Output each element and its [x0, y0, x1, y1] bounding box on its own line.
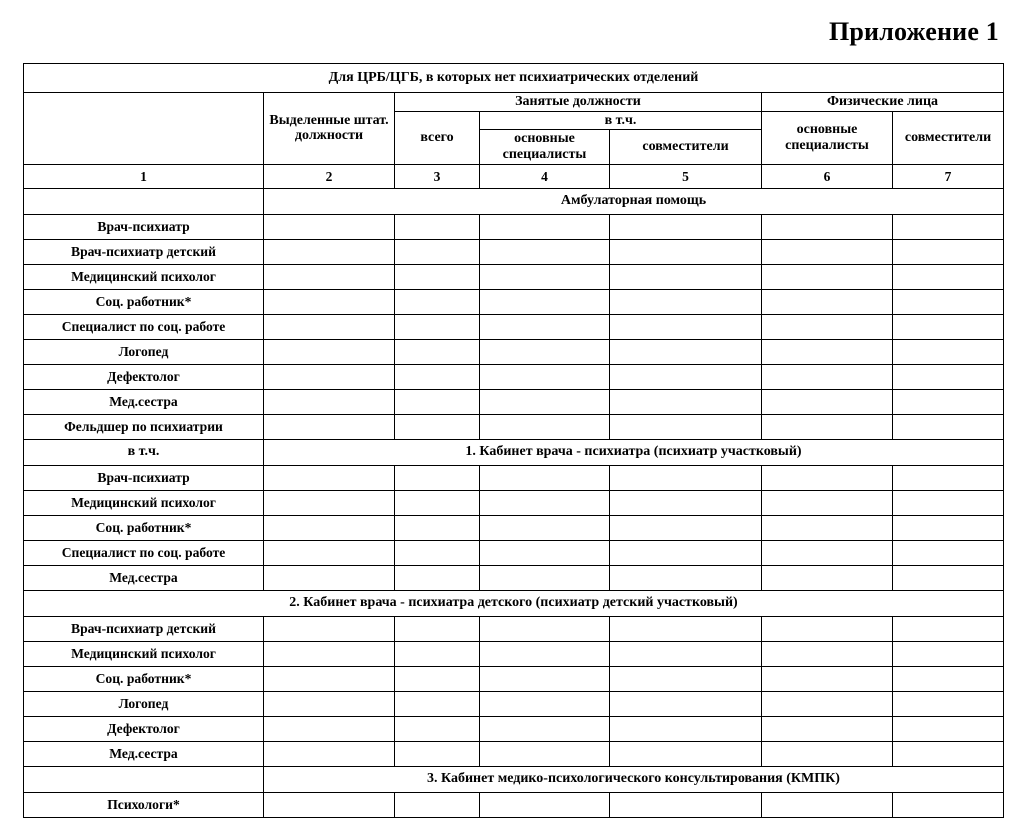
- data-cell-col5[interactable]: [610, 666, 762, 691]
- data-cell-col2[interactable]: [264, 515, 395, 540]
- header-row-1: [24, 93, 1004, 112]
- data-cell-col7[interactable]: [893, 565, 1004, 590]
- header-phys-part-timers: совместители: [893, 111, 1004, 164]
- header-physical-persons: Физические лица: [762, 93, 1004, 112]
- section-col1-label-office-3: [24, 766, 264, 792]
- column-number-7: 7: [893, 164, 1004, 188]
- data-cell-col2[interactable]: [264, 364, 395, 389]
- data-cell-col6[interactable]: [762, 389, 893, 414]
- data-cell-col4[interactable]: [480, 389, 610, 414]
- data-cell-col3[interactable]: [395, 741, 480, 766]
- staffing-table-container: [23, 63, 1003, 818]
- data-cell-col6[interactable]: [762, 716, 893, 741]
- data-cell-col3[interactable]: [395, 490, 480, 515]
- data-cell-col3[interactable]: [395, 239, 480, 264]
- data-cell-col7[interactable]: [893, 691, 1004, 716]
- data-cell-col5[interactable]: [610, 515, 762, 540]
- data-cell-col3[interactable]: [395, 691, 480, 716]
- data-cell-col4[interactable]: [480, 666, 610, 691]
- data-cell-col6[interactable]: [762, 616, 893, 641]
- data-cell-col6[interactable]: [762, 741, 893, 766]
- data-cell-col4[interactable]: [480, 314, 610, 339]
- row-label: Врач-психиатр детский: [24, 616, 264, 641]
- row-label: Соц. работник*: [24, 666, 264, 691]
- row-label: Соц. работник*: [24, 515, 264, 540]
- data-cell-col7[interactable]: [893, 314, 1004, 339]
- data-cell-col5[interactable]: [610, 691, 762, 716]
- row-label: Врач-психиатр: [24, 214, 264, 239]
- data-cell-col7[interactable]: [893, 239, 1004, 264]
- data-cell-col3[interactable]: [395, 465, 480, 490]
- data-cell-col6[interactable]: [762, 465, 893, 490]
- section-header-row-office-3: [24, 766, 1004, 792]
- data-cell-col5[interactable]: [610, 364, 762, 389]
- data-cell-col2[interactable]: [264, 389, 395, 414]
- data-cell-col5[interactable]: [610, 214, 762, 239]
- sections-body: [24, 188, 1004, 817]
- data-cell-col6[interactable]: [762, 239, 893, 264]
- data-cell-col3[interactable]: [395, 515, 480, 540]
- data-cell-col5[interactable]: [610, 540, 762, 565]
- data-cell-col2[interactable]: [264, 490, 395, 515]
- data-cell-col3[interactable]: [395, 414, 480, 439]
- data-cell-col2[interactable]: [264, 741, 395, 766]
- data-cell-col2[interactable]: [264, 716, 395, 741]
- data-cell-col3[interactable]: [395, 314, 480, 339]
- data-cell-col4[interactable]: [480, 641, 610, 666]
- data-cell-col5[interactable]: [610, 616, 762, 641]
- data-cell-col4[interactable]: [480, 565, 610, 590]
- table-row: [24, 515, 1004, 540]
- data-cell-col4[interactable]: [480, 339, 610, 364]
- staffing-table: [23, 63, 1004, 818]
- row-label: Медицинский психолог: [24, 641, 264, 666]
- section-col1-label-office-1: в т.ч.: [24, 439, 264, 465]
- column-number-1: 1: [24, 164, 264, 188]
- header-part-timers: совместители: [610, 130, 762, 164]
- section-header-row-office-2: [24, 590, 1004, 616]
- row-label: Дефектолог: [24, 716, 264, 741]
- data-cell-col6[interactable]: [762, 565, 893, 590]
- row-label: Врач-психиатр: [24, 465, 264, 490]
- table-row: [24, 716, 1004, 741]
- data-cell-col7[interactable]: [893, 414, 1004, 439]
- data-cell-col3[interactable]: [395, 540, 480, 565]
- section-header-row-ambulatory: [24, 188, 1004, 214]
- row-label: Логопед: [24, 691, 264, 716]
- data-cell-col2[interactable]: [264, 465, 395, 490]
- data-cell-col7[interactable]: [893, 515, 1004, 540]
- header-total: всего: [395, 111, 480, 164]
- header-main-specialists: основные специалисты: [480, 130, 610, 164]
- data-cell-col2[interactable]: [264, 540, 395, 565]
- data-cell-col7[interactable]: [893, 540, 1004, 565]
- row-label: Мед.сестра: [24, 741, 264, 766]
- data-cell-col6[interactable]: [762, 339, 893, 364]
- data-cell-col3[interactable]: [395, 666, 480, 691]
- row-label: Логопед: [24, 339, 264, 364]
- data-cell-col4[interactable]: [480, 364, 610, 389]
- data-cell-col4[interactable]: [480, 691, 610, 716]
- data-cell-col3[interactable]: [395, 716, 480, 741]
- data-cell-col3[interactable]: [395, 389, 480, 414]
- data-cell-col3[interactable]: [395, 616, 480, 641]
- data-cell-col6[interactable]: [762, 314, 893, 339]
- row-label: Фельдшер по психиатрии: [24, 414, 264, 439]
- data-cell-col3[interactable]: [395, 339, 480, 364]
- data-cell-col5[interactable]: [610, 289, 762, 314]
- data-cell-col3[interactable]: [395, 364, 480, 389]
- row-label: Мед.сестра: [24, 389, 264, 414]
- header-col1-blank: [24, 93, 264, 165]
- section-header-row-office-1: [24, 439, 1004, 465]
- table-row: [24, 239, 1004, 264]
- data-cell-col6[interactable]: [762, 792, 893, 817]
- data-cell-col5[interactable]: [610, 565, 762, 590]
- data-cell-col5[interactable]: [610, 414, 762, 439]
- table-row: [24, 465, 1004, 490]
- data-cell-col2[interactable]: [264, 616, 395, 641]
- table-caption: Для ЦРБ/ЦГБ, в которых нет психиатрических отделений: [24, 64, 1004, 93]
- table-row: [24, 314, 1004, 339]
- data-cell-col6[interactable]: [762, 414, 893, 439]
- data-cell-col2[interactable]: [264, 214, 395, 239]
- data-cell-col7[interactable]: [893, 339, 1004, 364]
- column-numbering-row: [24, 164, 1004, 188]
- data-cell-col6[interactable]: [762, 691, 893, 716]
- table-row: [24, 339, 1004, 364]
- data-cell-col3[interactable]: [395, 565, 480, 590]
- data-cell-col6[interactable]: [762, 666, 893, 691]
- column-number-5: 5: [610, 164, 762, 188]
- data-cell-col2[interactable]: [264, 691, 395, 716]
- data-cell-col5[interactable]: [610, 339, 762, 364]
- data-cell-col5[interactable]: [610, 792, 762, 817]
- table-caption-row: [24, 64, 1004, 93]
- data-cell-col4[interactable]: [480, 264, 610, 289]
- row-label: Дефектолог: [24, 364, 264, 389]
- table-row: [24, 389, 1004, 414]
- data-cell-col5[interactable]: [610, 716, 762, 741]
- row-label: Психологи*: [24, 792, 264, 817]
- data-cell-col2[interactable]: [264, 289, 395, 314]
- data-cell-col2[interactable]: [264, 414, 395, 439]
- header-occupied-positions: Занятые должности: [395, 93, 762, 112]
- section-title-office-1: 1. Кабинет врача - психиатра (психиатр участковый): [264, 439, 1004, 465]
- data-cell-col4[interactable]: [480, 792, 610, 817]
- data-cell-col7[interactable]: [893, 289, 1004, 314]
- section-title-office-2: 2. Кабинет врача - психиатра детского (психиатр детский участковый): [24, 590, 1004, 616]
- row-label: Медицинский психолог: [24, 264, 264, 289]
- data-cell-col7[interactable]: [893, 490, 1004, 515]
- row-label: Медицинский психолог: [24, 490, 264, 515]
- row-label: Врач-психиатр детский: [24, 239, 264, 264]
- data-cell-col6[interactable]: [762, 289, 893, 314]
- table-row: [24, 414, 1004, 439]
- row-label: Специалист по соц. работе: [24, 540, 264, 565]
- data-cell-col4[interactable]: [480, 716, 610, 741]
- data-cell-col7[interactable]: [893, 716, 1004, 741]
- data-cell-col4[interactable]: [480, 616, 610, 641]
- data-cell-col4[interactable]: [480, 465, 610, 490]
- row-label: Мед.сестра: [24, 565, 264, 590]
- data-cell-col5[interactable]: [610, 641, 762, 666]
- table-row: [24, 490, 1004, 515]
- table-row: [24, 565, 1004, 590]
- table-row: [24, 214, 1004, 239]
- data-cell-col4[interactable]: [480, 515, 610, 540]
- table-row: [24, 540, 1004, 565]
- data-cell-col4[interactable]: [480, 741, 610, 766]
- row-label: Соц. работник*: [24, 289, 264, 314]
- data-cell-col6[interactable]: [762, 515, 893, 540]
- data-cell-col2[interactable]: [264, 666, 395, 691]
- data-cell-col2[interactable]: [264, 314, 395, 339]
- data-cell-col7[interactable]: [893, 666, 1004, 691]
- data-cell-col4[interactable]: [480, 414, 610, 439]
- data-cell-col6[interactable]: [762, 364, 893, 389]
- data-cell-col4[interactable]: [480, 490, 610, 515]
- table-row: [24, 289, 1004, 314]
- data-cell-col5[interactable]: [610, 389, 762, 414]
- data-cell-col6[interactable]: [762, 214, 893, 239]
- column-number-6: 6: [762, 164, 893, 188]
- table-row: [24, 741, 1004, 766]
- column-number-2: 2: [264, 164, 395, 188]
- data-cell-col4[interactable]: [480, 214, 610, 239]
- data-cell-col6[interactable]: [762, 540, 893, 565]
- data-cell-col5[interactable]: [610, 741, 762, 766]
- data-cell-col7[interactable]: [893, 641, 1004, 666]
- data-cell-col2[interactable]: [264, 339, 395, 364]
- column-number-4: 4: [480, 164, 610, 188]
- row-label: Специалист по соц. работе: [24, 314, 264, 339]
- section-title-office-3: 3. Кабинет медико-психологического консультирования (КМПК): [264, 766, 1004, 792]
- data-cell-col7[interactable]: [893, 364, 1004, 389]
- data-cell-col7[interactable]: [893, 792, 1004, 817]
- data-cell-col5[interactable]: [610, 239, 762, 264]
- data-cell-col7[interactable]: [893, 616, 1004, 641]
- table-row: [24, 264, 1004, 289]
- data-cell-col6[interactable]: [762, 490, 893, 515]
- data-cell-col2[interactable]: [264, 264, 395, 289]
- table-row: [24, 666, 1004, 691]
- table-body: [24, 64, 1004, 189]
- data-cell-col3[interactable]: [395, 289, 480, 314]
- data-cell-col3[interactable]: [395, 641, 480, 666]
- data-cell-col7[interactable]: [893, 389, 1004, 414]
- data-cell-col3[interactable]: [395, 214, 480, 239]
- table-row: [24, 691, 1004, 716]
- header-allocated-staff: Выделенные штат. должности: [264, 93, 395, 165]
- data-cell-col4[interactable]: [480, 540, 610, 565]
- data-cell-col3[interactable]: [395, 792, 480, 817]
- data-cell-col2[interactable]: [264, 239, 395, 264]
- data-cell-col2[interactable]: [264, 565, 395, 590]
- data-cell-col5[interactable]: [610, 314, 762, 339]
- data-cell-col5[interactable]: [610, 465, 762, 490]
- header-phys-main-specialists: основные специалисты: [762, 111, 893, 164]
- column-number-3: 3: [395, 164, 480, 188]
- page-title: Приложение 1: [828, 17, 999, 46]
- data-cell-col5[interactable]: [610, 490, 762, 515]
- section-col1-label-ambulatory: [24, 188, 264, 214]
- table-row: [24, 792, 1004, 817]
- data-cell-col5[interactable]: [610, 264, 762, 289]
- header-including: в т.ч.: [480, 111, 762, 130]
- table-row: [24, 364, 1004, 389]
- data-cell-col4[interactable]: [480, 239, 610, 264]
- data-cell-col2[interactable]: [264, 641, 395, 666]
- data-cell-col2[interactable]: [264, 792, 395, 817]
- data-cell-col6[interactable]: [762, 641, 893, 666]
- table-row: [24, 616, 1004, 641]
- data-cell-col7[interactable]: [893, 465, 1004, 490]
- data-cell-col7[interactable]: [893, 264, 1004, 289]
- section-title-ambulatory: Амбулаторная помощь: [264, 188, 1004, 214]
- table-row: [24, 641, 1004, 666]
- data-cell-col4[interactable]: [480, 289, 610, 314]
- data-cell-col7[interactable]: [893, 214, 1004, 239]
- data-cell-col7[interactable]: [893, 741, 1004, 766]
- data-cell-col6[interactable]: [762, 264, 893, 289]
- data-cell-col3[interactable]: [395, 264, 480, 289]
